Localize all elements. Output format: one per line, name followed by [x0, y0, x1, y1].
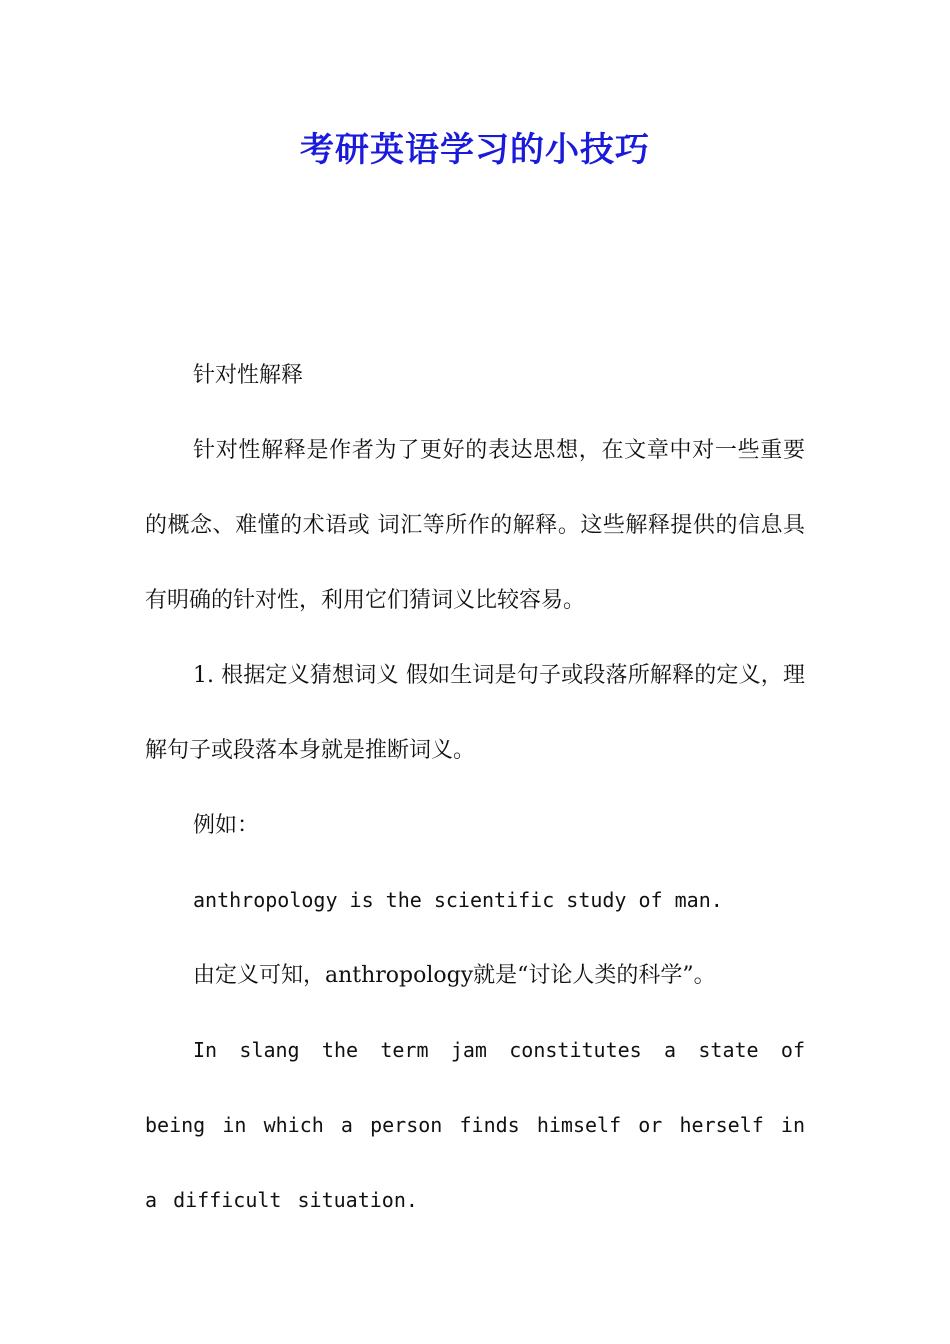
paragraph-definition-tip: 1. 根据定义猜想词义 假如生词是句子或段落所解释的定义，理解句子或段落本身就是推断词义。 — [145, 663, 805, 763]
section-heading: 针对性解释 — [193, 363, 304, 388]
example-sentence: anthropology is the scientific study of man. — [193, 888, 723, 912]
example-label: 例如： — [193, 813, 260, 838]
example-explanation: 由定义可知，anthropology就是“讨论人类的科学”。 — [193, 963, 716, 988]
paragraph-intro: 针对性解释是作者为了更好的表达思想，在文章中对一些重要的概念、难懂的术语或 词汇等所作的解释。这些解释提供的信息具有明确的针对性，利用它们猜词义比较容易。 — [145, 438, 805, 613]
document-title: 考研英语学习的小技巧 — [300, 130, 650, 170]
document-body — [145, 338, 805, 1238]
example-sentence-slang: In slang the term jam constitutes a state of being in which a person finds himself or herself in a difficult situation. — [145, 1038, 805, 1212]
